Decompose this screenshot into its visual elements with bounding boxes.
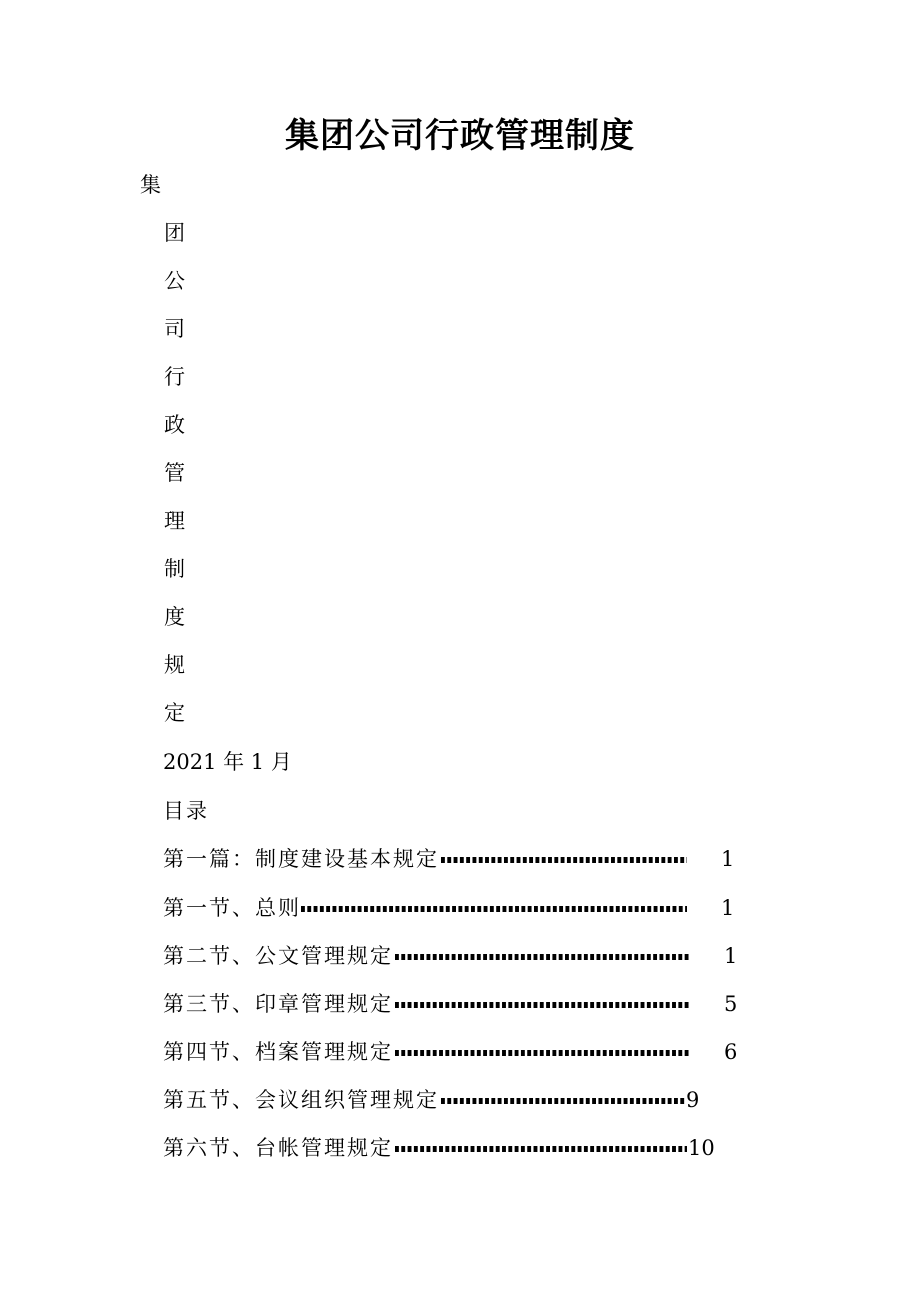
toc-leader-dots xyxy=(395,1002,689,1008)
toc-entry-page: 1 xyxy=(721,896,735,920)
toc-entry-page: 9 xyxy=(686,1088,700,1112)
toc-entry-page: 1 xyxy=(724,944,738,968)
toc-leader-dots xyxy=(395,1050,689,1056)
vertical-char: 度 xyxy=(164,605,185,629)
vertical-char: 管 xyxy=(164,461,185,485)
toc-leader-dots xyxy=(301,906,687,912)
toc-leader-dots xyxy=(395,1146,687,1152)
toc-entry-label: 第一节、总则 xyxy=(163,896,301,920)
document-title: 集团公司行政管理制度 xyxy=(285,116,635,156)
toc-entry-page: 1 xyxy=(721,847,735,871)
vertical-char: 制 xyxy=(164,557,185,581)
toc-entry-label: 第二节、公文管理规定 xyxy=(163,944,393,968)
document-date: 2021 年 1 月 xyxy=(163,750,292,774)
toc-entry-label: 第五节、会议组织管理规定 xyxy=(163,1088,439,1112)
toc-entry-page: 6 xyxy=(724,1040,738,1064)
toc-entry-label: 第四节、档案管理规定 xyxy=(163,1040,393,1064)
vertical-char: 公 xyxy=(164,269,185,293)
toc-entry-page: 10 xyxy=(688,1136,715,1160)
toc-heading: 目录 xyxy=(163,799,209,823)
toc-entry-page: 5 xyxy=(724,992,738,1016)
toc-entry-label: 第一篇：制度建设基本规定 xyxy=(163,847,439,871)
toc-leader-dots xyxy=(395,954,689,960)
vertical-char: 理 xyxy=(164,509,185,533)
vertical-char: 定 xyxy=(164,701,185,725)
vertical-char: 政 xyxy=(164,413,185,437)
toc-entry-label: 第六节、台帐管理规定 xyxy=(163,1136,393,1160)
vertical-char: 集 xyxy=(140,173,161,197)
toc-leader-dots xyxy=(441,857,687,863)
toc-entry-label: 第三节、印章管理规定 xyxy=(163,992,393,1016)
vertical-char: 行 xyxy=(164,365,185,389)
vertical-char: 团 xyxy=(164,221,185,245)
vertical-char: 规 xyxy=(164,653,185,677)
vertical-char: 司 xyxy=(164,317,185,341)
toc-leader-dots xyxy=(441,1098,685,1104)
